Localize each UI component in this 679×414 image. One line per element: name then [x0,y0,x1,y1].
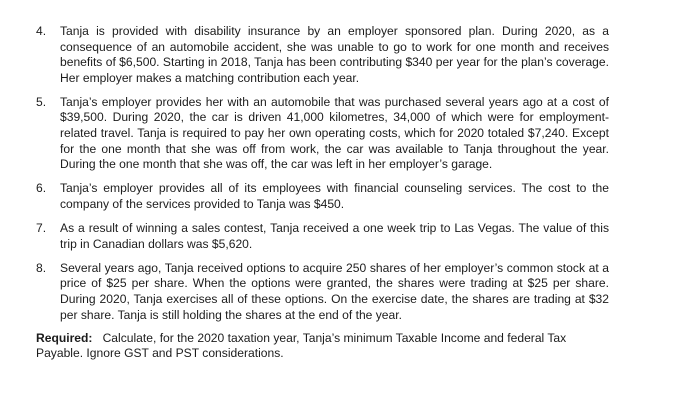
problem-item-5 [36,95,609,173]
item-text: Tanja’s employer provides all of its employees with financial counseling services. The cost to the company of the services provided to Tanja was $450. [60,181,609,211]
required-text: Calculate, for the 2020 taxation year, Tanja’s minimum Taxable Income and federal Tax Payable. Ignore GST and PST considerations. [36,330,567,361]
problem-item-list [36,24,609,323]
item-number: 4. [36,24,47,38]
item-number: 5. [36,94,47,109]
required-spacer [96,331,103,345]
item-text: Tanja’s employer provides her with an automobile that was purchased several years ago at a cost of $39,500. During 2020, the car is driven 41,000 kilometres, 34,000 of which were for employment-related travel. Tanja is required to pay her own operating costs, which for 2020 totaled $7,240. Except for the one month that she was off from work, the car was available to Tanja throughout the year. During the one month that she was off, the car was left in her employer’s garage. [60,94,609,172]
problem-item-7 [36,221,609,252]
problem-item-8 [36,261,609,323]
problem-item-4 [36,24,609,86]
item-number: 8. [36,260,47,275]
item-text: Tanja is provided with disability insurance by an employer sponsored plan. During 2020, as a consequence of an automobile accident, she was unable to go to work for one month and receives benefits of $6,500. Starting in 2018, Tanja has been contributing $340 per year for the plan’s coverage. Her employer makes a matching contribution each year. [60,24,609,85]
item-text: Several years ago, Tanja received options to acquire 250 shares of her employer’s common stock at a price of $25 per share. When the options were granted, the shares were trading at $25 per share. During 2020, Tanja exercises all of these options. On the exercise date, the shares are trading at $32 per share. Tanja is still holding the shares at the end of the year. [60,260,609,322]
required-paragraph [36,331,609,362]
problem-item-6 [36,181,609,212]
item-text: As a result of winning a sales contest, Tanja received a one week trip to Las Vegas. The value of this trip in Canadian dollars was $5,620. [60,221,609,251]
item-number: 6. [36,181,47,196]
required-label: Required: [36,330,93,345]
item-number: 7. [36,221,47,236]
